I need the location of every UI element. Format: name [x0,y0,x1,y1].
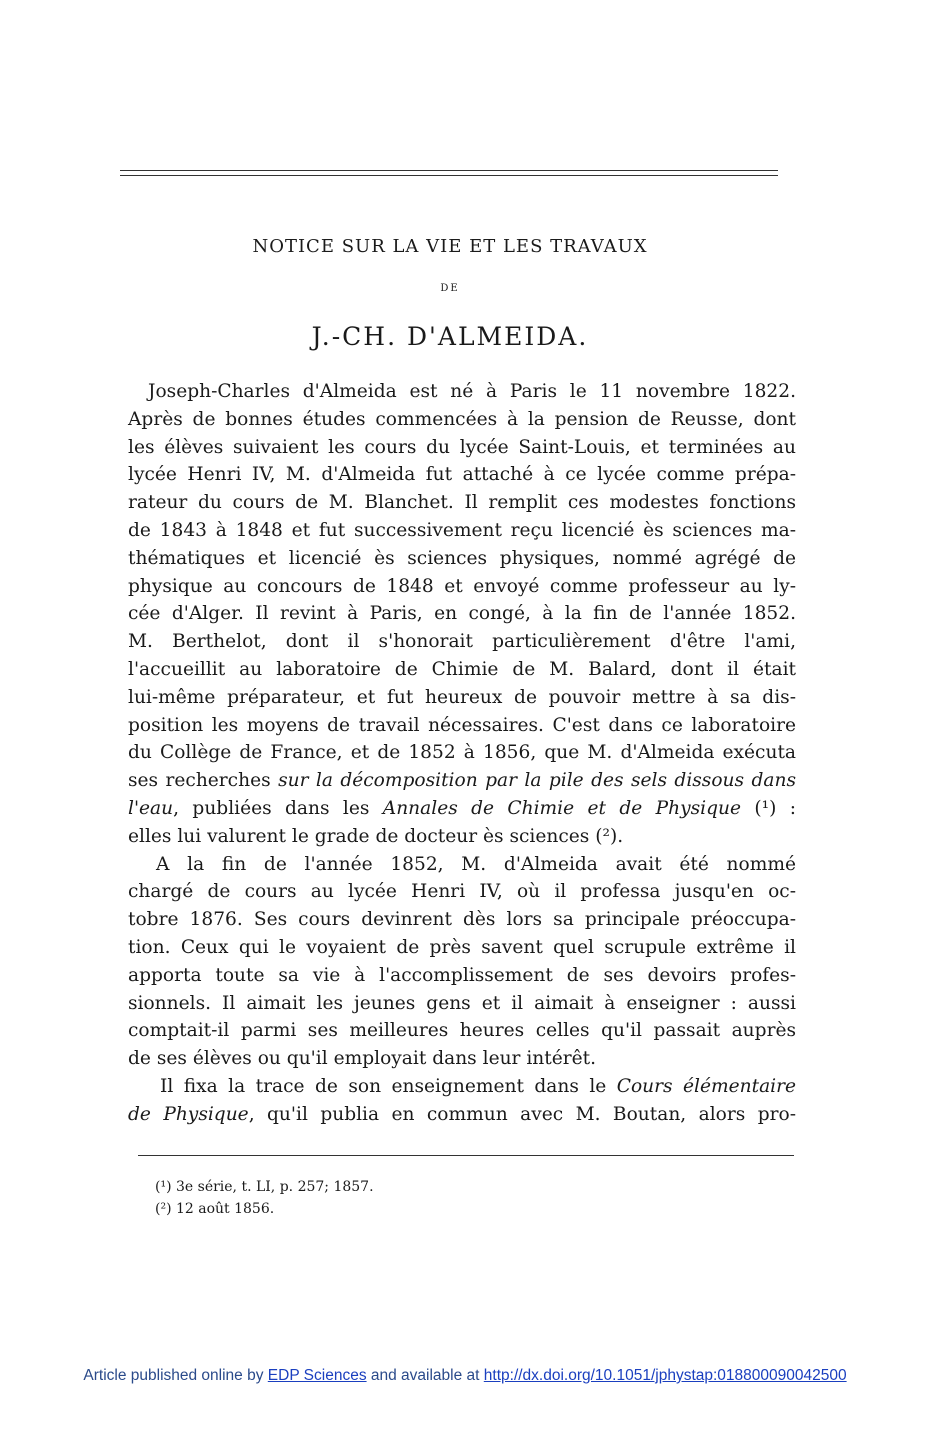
body-line-10: M. Berthelot, dont il s'honorait particulièrement d'être l'ami, [128,631,796,653]
publisher-link[interactable]: EDP Sciences [267,1367,367,1384]
body-line-3: les élèves suivaient les cours du lycée Saint-Louis, et terminées au [128,436,796,458]
footnote-rule [138,1155,794,1156]
body-line-24: comptait-il parmi ses meilleures heures celles qu'il passait auprès [128,1020,796,1042]
title-line-3: J.-CH. D'ALMEIDA. [311,322,589,351]
body-line-16-italic-1: l'eau [128,797,174,819]
footnote-2: (²) 12 août 1856. [155,1201,275,1217]
article-body [128,378,796,1129]
title-line-1: NOTICE SUR LA VIE ET LES TRAVAUX [252,236,648,257]
body-line-26-italic: Cours élémentaire [616,1075,796,1097]
body-line-6: de 1843 à 1848 et fut successivement reçu licencié ès sciences ma- [128,519,796,541]
body-line-11: l'accueillit au laboratoire de Chimie de M. Balard, dont il était [128,658,796,680]
body-line-21: tion. Ceux qui le voyaient de près savent quel scrupule extrême il [128,936,796,958]
body-line-27 [128,1101,796,1129]
body-line-17: elles lui valurent le grade de docteur ès sciences (²). [128,825,624,847]
footnote-1: (¹) 3e série, t. LI, p. 257; 1857. [155,1179,374,1195]
body-line-16-mid: , publiées dans les [173,797,383,819]
body-line-2: Après de bonnes études commencées à la pension de Reusse, dont [128,408,796,430]
doi-link[interactable]: http://dx.doi.org/10.1051/jphystap:018800090042500 [483,1367,847,1384]
body-line-15 [128,767,796,795]
title-line-2: DE [440,283,460,294]
body-line-27-italic: de Physique [128,1103,249,1125]
body-line-8: physique au concours de 1848 et envoyé comme professeur au ly- [128,575,796,597]
body-line-7: thématiques et licencié ès sciences physiques, nommé agrégé de [128,547,796,569]
body-line-19: chargé de cours au lycée Henri IV, où il professa jusqu'en oc- [128,881,796,903]
body-line-15-italic: sur la décomposition par la pile des sels dissous dans [278,770,796,792]
footnotes [155,1176,374,1220]
body-line-9: cée d'Alger. Il revint à Paris, en congé, à la fin de l'année 1852. [128,603,796,625]
body-line-27-suffix: , qu'il publia en commun avec M. Boutan, alors pro- [248,1103,796,1125]
body-line-25: de ses élèves ou qu'il employait dans leur intérêt. [128,1048,597,1070]
body-line-13: position les moyens de travail nécessaires. C'est dans ce laboratoire [128,714,796,736]
top-rule-thick [120,175,778,176]
body-line-16-italic-2: Annales de Chimie et de Physique [382,797,742,819]
top-rule-thin [120,170,778,171]
body-line-20: tobre 1876. Ses cours devinrent dès lors sa principale préoccupa- [128,909,796,931]
body-line-4: lycée Henri IV, M. d'Almeida fut attaché à ce lycée comme prépa- [128,464,796,486]
body-line-16-suffix: (¹) : [741,797,796,819]
body-line-5: rateur du cours de M. Blanchet. Il remplit ces modestes fonctions [128,492,796,514]
body-line-22: apporta toute sa vie à l'accomplissement de ses devoirs profes- [128,964,796,986]
body-line-15-prefix: ses recherches [128,770,279,792]
body-line-14: du Collège de France, et de 1852 à 1856, que M. d'Almeida exécuta [128,742,796,764]
body-line-26 [128,1073,796,1101]
body-line-23: sionnels. Il aimait les jeunes gens et il aimait à enseigner : aussi [128,992,796,1014]
publication-banner [0,1367,930,1385]
banner-prefix: Article published online by [83,1367,268,1384]
body-line-26-prefix: Il fixa la trace de son enseignement dans le [160,1075,617,1097]
body-line-12: lui-même préparateur, et fut heureux de pouvoir mettre à sa dis- [128,686,796,708]
body-line-18: A la fin de l'année 1852, M. d'Almeida avait été nommé [156,853,796,875]
body-line-1: Joseph-Charles d'Almeida est né à Paris le 11 novembre 1822. [148,381,796,402]
banner-middle: and available at [366,1367,484,1384]
body-line-16 [128,795,796,823]
